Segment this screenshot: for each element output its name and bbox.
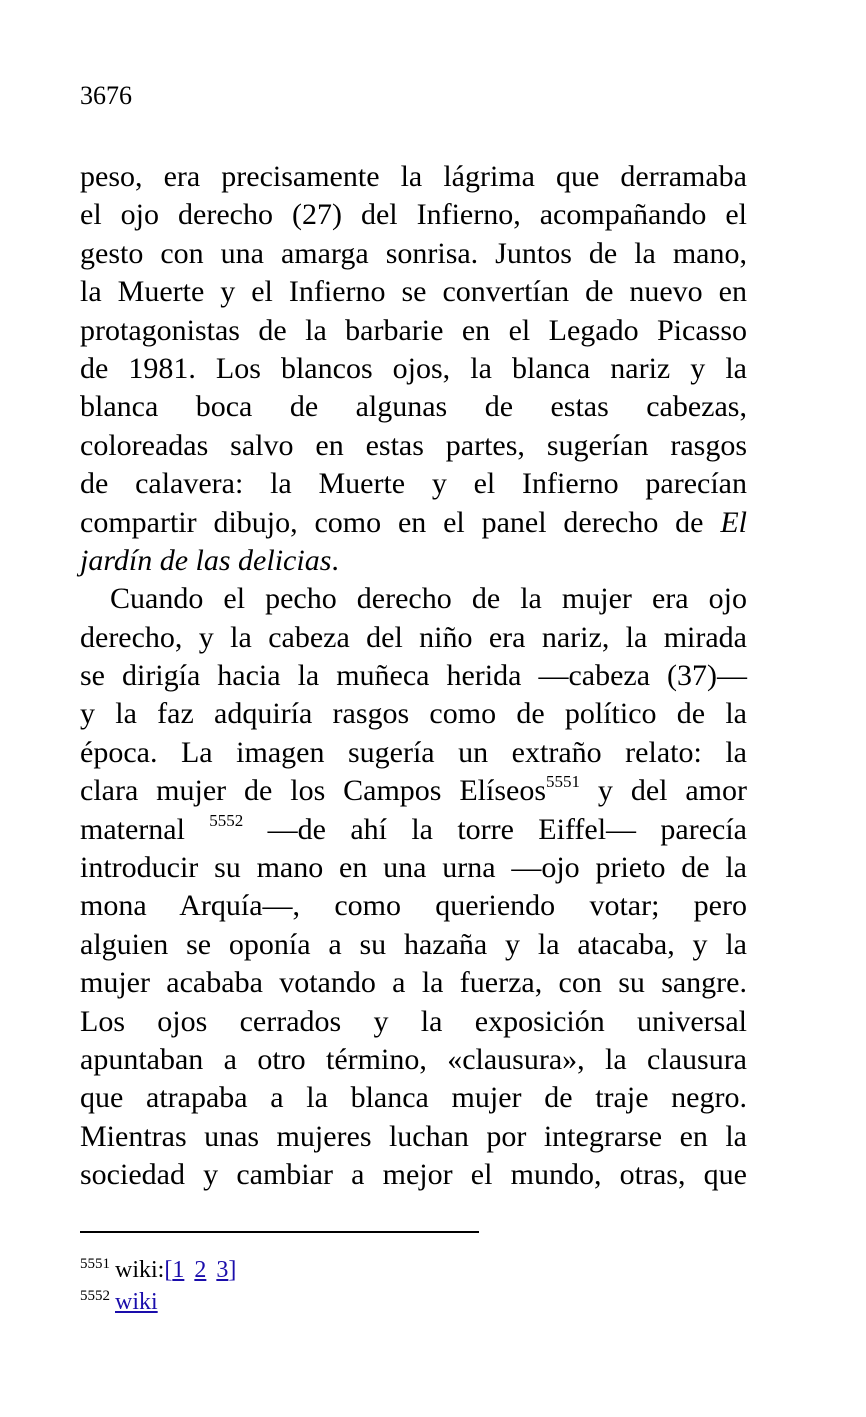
text-line: el ojo derecho (27) del Infierno, acompañando el (80, 198, 747, 232)
text-line: introducir su mano en una urna —ojo prieto de la (80, 851, 747, 885)
text-line: sociedad y cambiar a mejor el mundo, otras, que (80, 1158, 747, 1192)
footnote-link-wiki[interactable]: wiki (115, 1289, 158, 1315)
text-line: gesto con una amarga sonrisa. Juntos de la mano, (80, 236, 747, 270)
footnotes (80, 1254, 236, 1318)
text-segment: compartir dibujo, como en el panel derecho de (80, 505, 721, 539)
footnote-ref[interactable]: 5552 (209, 810, 244, 830)
text-line: de calavera: la Muerte y el Infierno parecían (80, 467, 747, 501)
text-segment: maternal (80, 812, 210, 846)
book-title-italic: El (720, 505, 747, 539)
text-line: se dirigía hacia la muñeca herida —cabeza (37)— (80, 659, 747, 693)
text-line: que atrapaba a la blanca mujer de traje negro. (80, 1081, 747, 1115)
text-line (80, 811, 747, 849)
text-line: apuntaban a otro término, «clausura», la clausura (80, 1042, 747, 1076)
footnote-link-1[interactable]: 1 (172, 1257, 185, 1283)
text-line: coloreadas salvo en estas partes, sugerían rasgos (80, 428, 747, 462)
text-line: y la faz adquiría rasgos como de político de la (80, 697, 747, 731)
footnote-5551 (80, 1254, 236, 1286)
text-line: Mientras unas mujeres luchan por integrarse en la (80, 1119, 747, 1153)
text-line: blanca boca de algunas de estas cabezas, (80, 390, 747, 424)
text-line (80, 772, 747, 810)
text-line: mujer acababa votando a la fuerza, con su sangre. (80, 966, 747, 1000)
page-number: 3676 (80, 81, 132, 110)
body-text (80, 158, 747, 1195)
text-line (80, 542, 747, 580)
text-segment: y del amor (580, 774, 747, 808)
footnote-prefix: wiki: (115, 1257, 165, 1283)
text-line (80, 504, 747, 542)
footnote-5552 (80, 1286, 236, 1318)
text-line: de 1981. Los blancos ojos, la blanca nariz y la (80, 351, 747, 385)
footnote-link-bracket-open[interactable]: [ (164, 1257, 173, 1283)
text-line: peso, era precisamente la lágrima que derramaba (80, 160, 747, 193)
footnote-link-bracket-close[interactable]: ] (228, 1257, 237, 1283)
text-segment: —de ahí la torre Eiffel— parecía (243, 812, 747, 846)
text-line: la Muerte y el Infierno se convertían de nuevo en (80, 275, 747, 309)
footnote-number: 5552 (80, 1288, 110, 1304)
footnote-number: 5551 (80, 1256, 110, 1272)
footnote-ref[interactable]: 5551 (546, 772, 581, 792)
text-line: derecho, y la cabeza del niño era nariz, la mirada (80, 620, 747, 654)
text-segment: . (331, 543, 339, 577)
text-segment: clara mujer de los Campos Elíseos (80, 774, 547, 808)
text-line: protagonistas de la barbarie en el Legado Picasso (80, 313, 747, 347)
footnote-link-3[interactable]: 3 (216, 1257, 229, 1283)
text-line: Los ojos cerrados y la exposición universal (80, 1004, 747, 1038)
text-line: Cuando el pecho derecho de la mujer era ojo (110, 582, 747, 616)
book-title-italic: jardín de las delicias (80, 543, 332, 577)
footnote-separator (80, 1231, 479, 1233)
text-line: época. La imagen sugería un extraño relato: la (80, 735, 747, 769)
text-line: mona Arquía—, como queriendo votar; pero (80, 889, 747, 923)
text-line: alguien se oponía a su hazaña y la atacaba, y la (80, 927, 747, 961)
footnote-link-2[interactable]: 2 (194, 1257, 207, 1283)
